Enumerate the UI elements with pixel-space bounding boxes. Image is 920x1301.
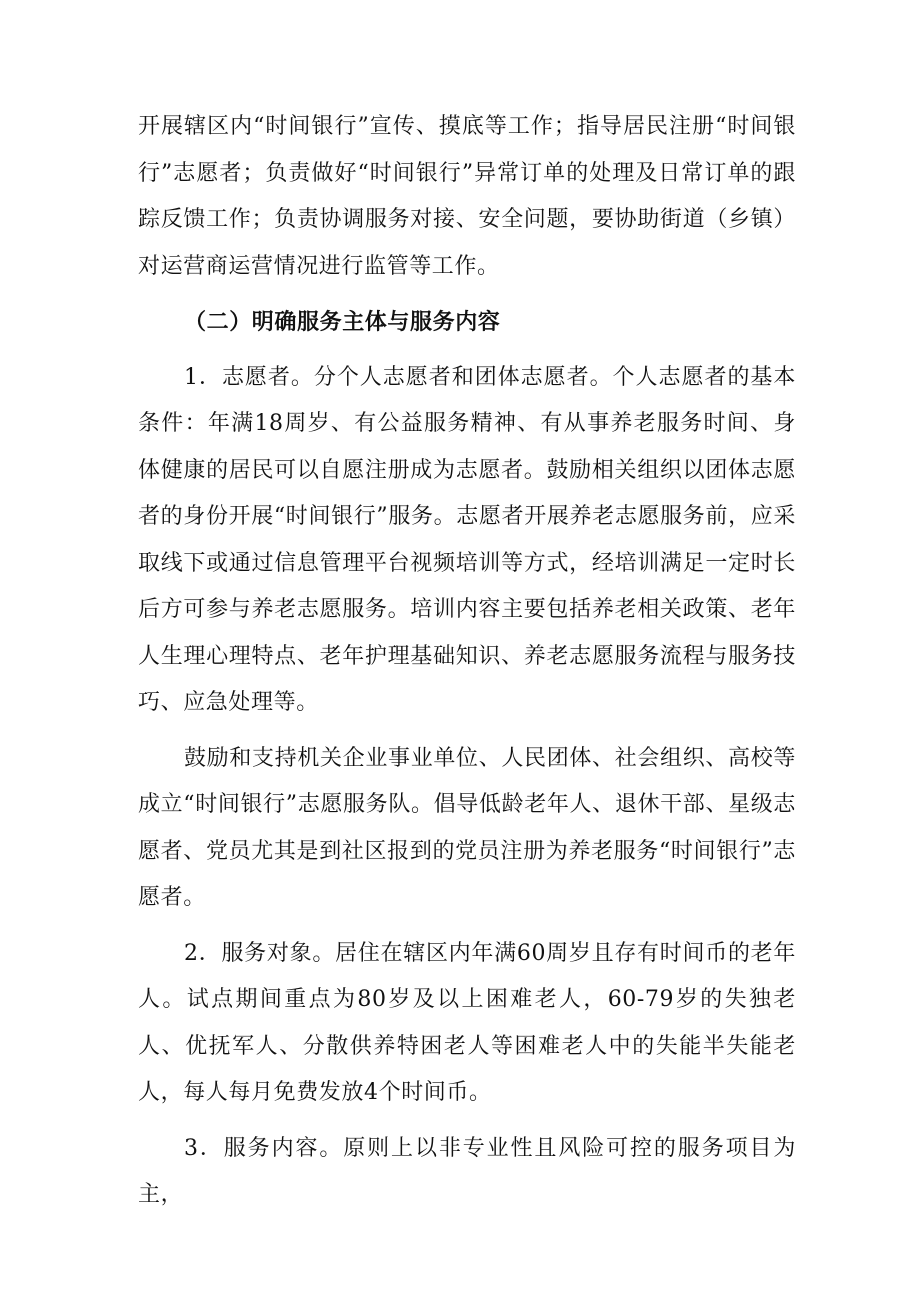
document-body [138, 104, 796, 1219]
paragraph-volunteers: 1．志愿者。分个人志愿者和团体志愿者。个人志愿者的基本条件：年满18周岁、有公益服务精神、有从事养老服务时间、身体健康的居民可以自愿注册成为志愿者。鼓励相关组织以团体志愿者的身份开展“时间银行”服务。志愿者开展养老志愿服务前，应采取线下或通过信息管理平台视频培训等方式，经培训满足一定时长后方可参与养老志愿服务。培训内容主要包括养老相关政策、老年人生理心理特点、老年护理基础知识、养老志愿服务流程与服务技巧、应急处理等。 [138, 364, 796, 715]
paragraph-duties: 开展辖区内“时间银行”宣传、摸底等工作；指导居民注册“时间银行”志愿者；负责做好“时间银行”异常订单的处理及日常订单的跟踪反馈工作；负责协调服务对接、安全问题，要协助街道（乡镇）对运营商运营情况进行监管等工作。 [138, 114, 796, 279]
paragraph-service-content: 3．服务内容。原则上以非专业性且风险可控的服务项目为主， [138, 1135, 796, 1207]
section-heading-service-subjects: （二）明确服务主体与服务内容 [184, 309, 501, 335]
paragraph-volunteer-teams: 鼓励和支持机关企业事业单位、人民团体、社会组织、高校等成立“时间银行”志愿服务队。倡导低龄老年人、退休干部、星级志愿者、党员尤其是到社区报到的党员注册为养老服务“时间银行”志愿者。 [138, 745, 796, 910]
paragraph-service-recipients: 2．服务对象。居住在辖区内年满60周岁且存有时间币的老年人。试点期间重点为80岁及以上困难老人，60-79岁的失独老人、优抚军人、分散供养特困老人等困难老人中的失能半失能老人，每人每月免费发放4个时间币。 [138, 940, 796, 1105]
